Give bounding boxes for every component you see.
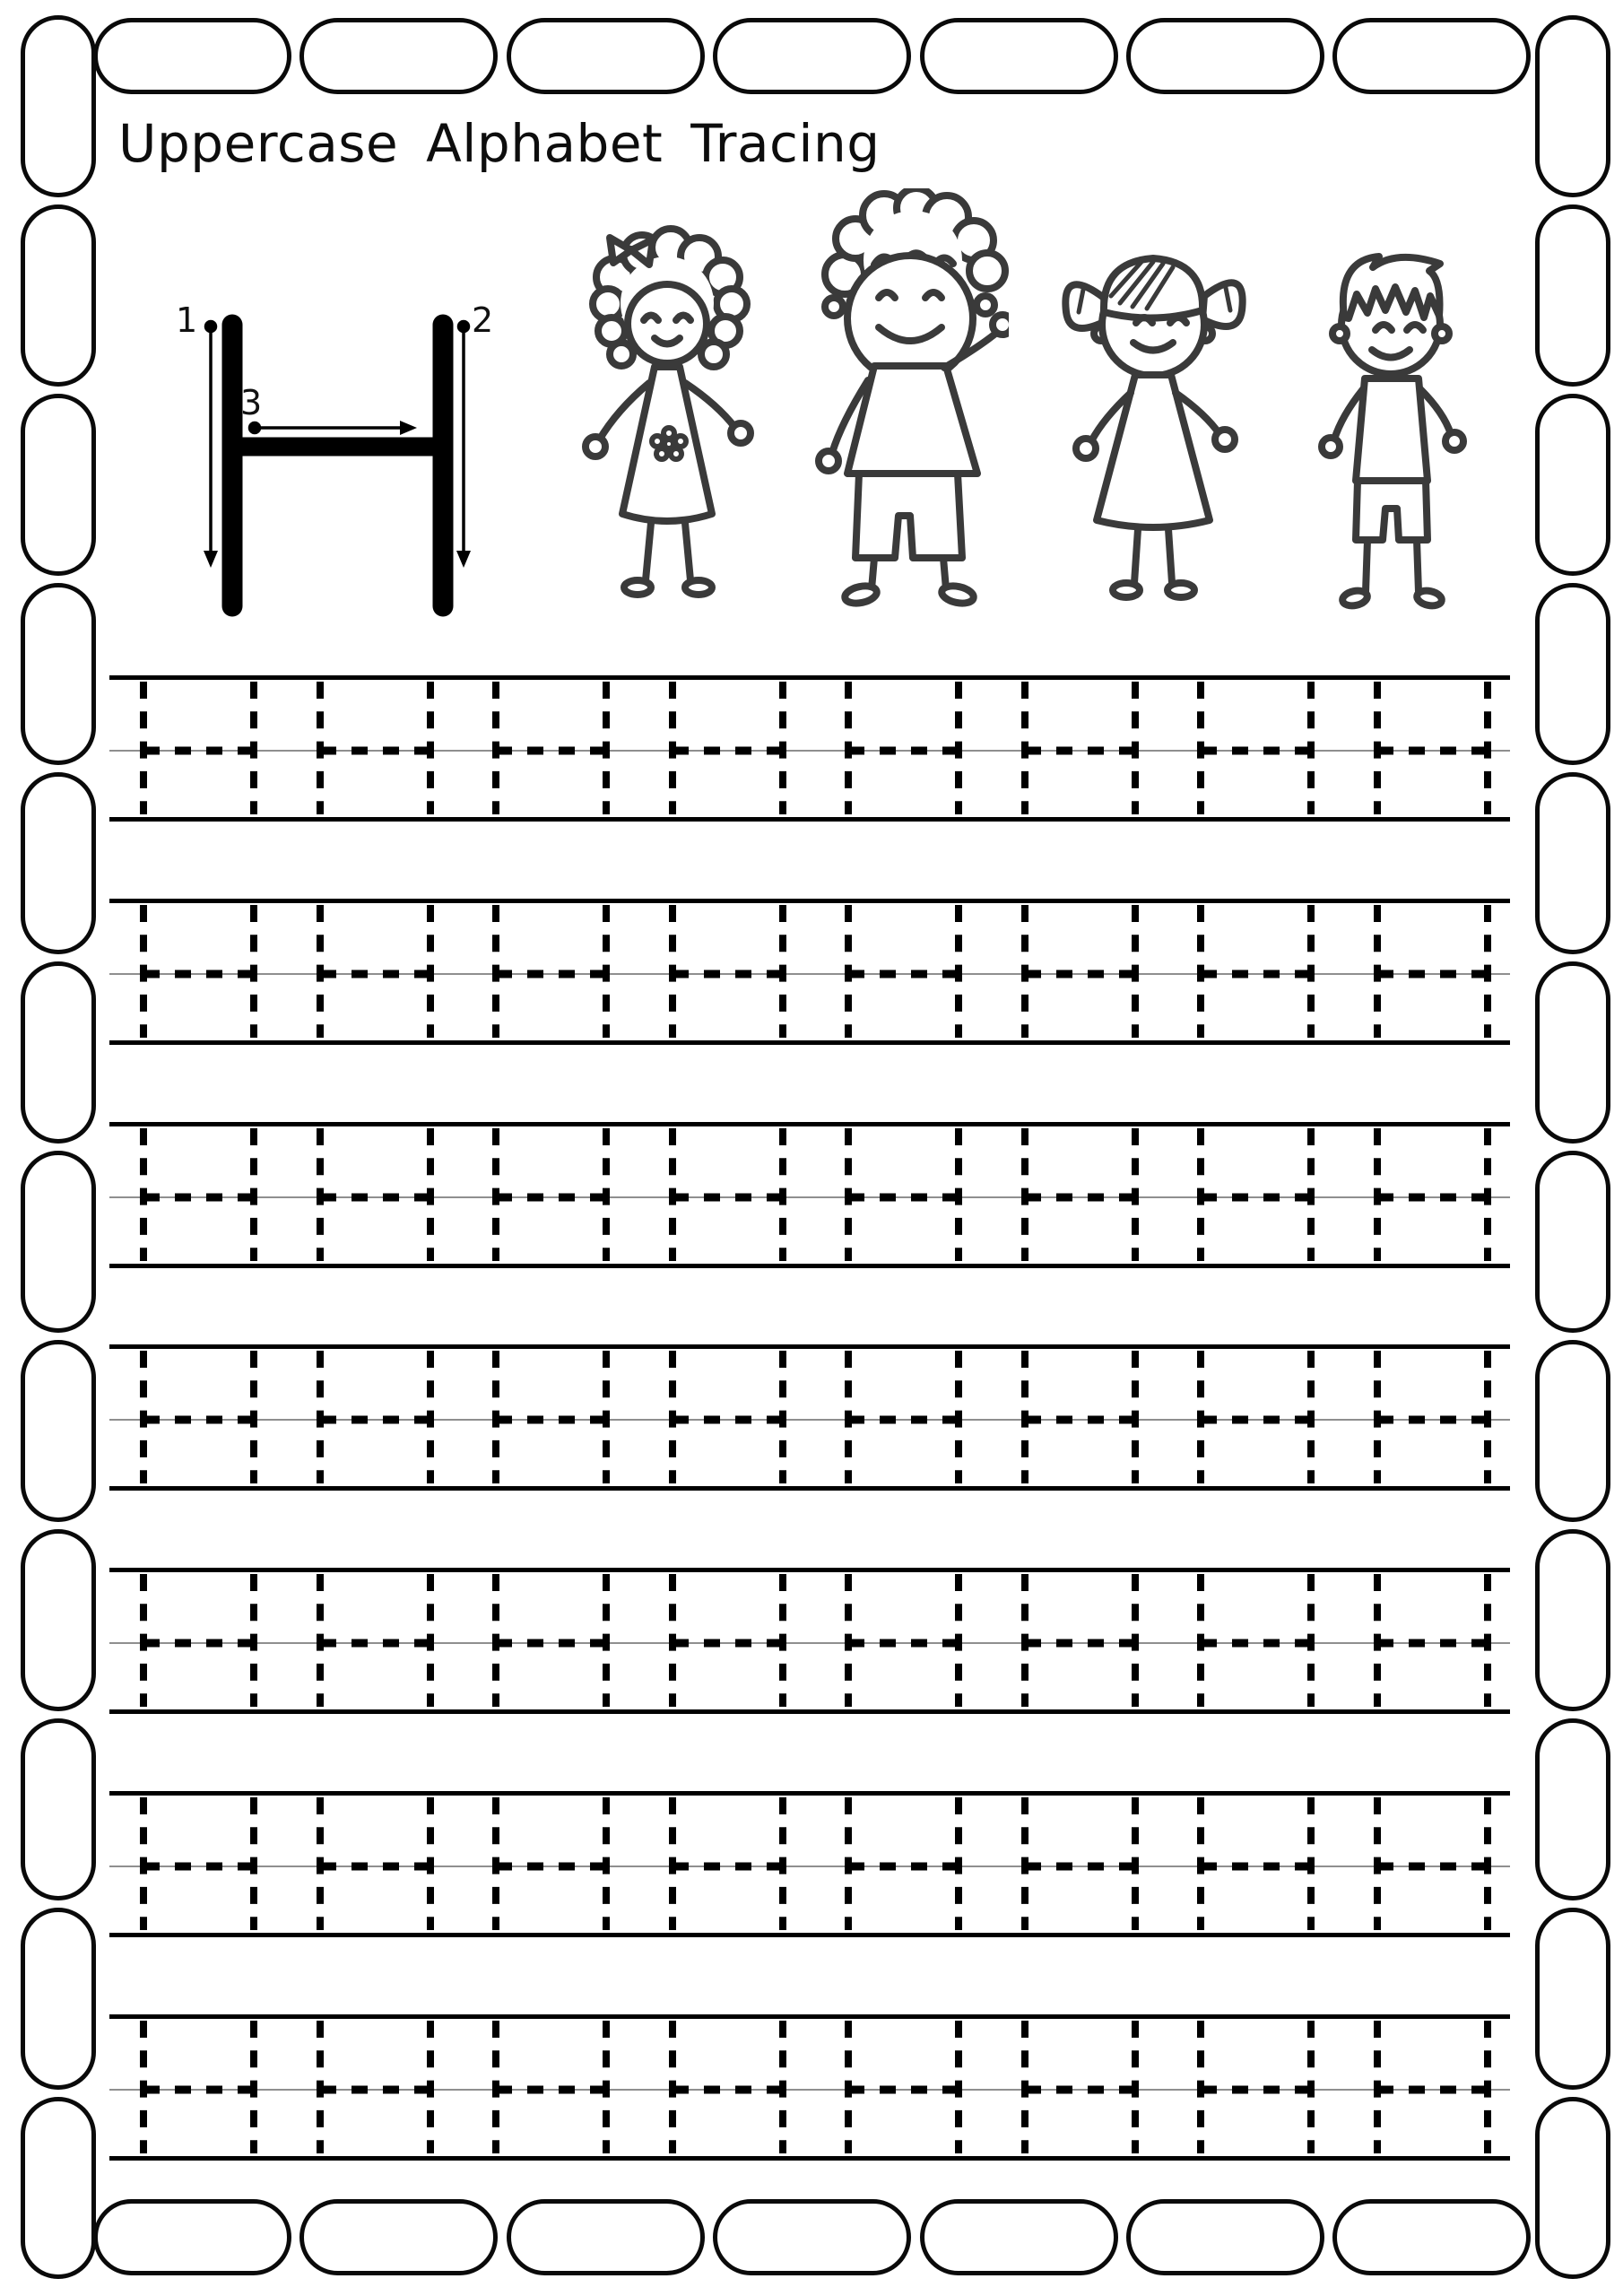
trace-letter-H <box>491 1344 612 1492</box>
trace-letter-H <box>491 2014 612 2161</box>
border-pill <box>1535 1529 1610 1711</box>
trace-letter-H <box>1020 1344 1141 1492</box>
stroke3-arrowhead-icon <box>400 421 417 435</box>
stroke-step-3-label: 3 <box>240 383 263 422</box>
border-pill <box>920 18 1118 94</box>
tracing-row <box>109 1122 1510 1269</box>
tracing-row <box>109 1568 1510 1715</box>
trace-letter-H <box>844 2014 964 2161</box>
trace-letter-H <box>491 675 612 822</box>
boy-curly-hair-waving-icon <box>789 188 1009 610</box>
trace-letter-H <box>844 1568 964 1715</box>
border-pill <box>1535 1718 1610 1900</box>
trace-letter-H <box>316 1791 436 1938</box>
border-pill <box>1535 2097 1610 2279</box>
stroke-step-2-label: 2 <box>472 300 494 340</box>
border-pill <box>21 1908 96 2090</box>
border-pill <box>21 1151 96 1333</box>
border-pill <box>21 204 96 387</box>
trace-letter-H <box>1373 675 1493 822</box>
trace-letter-H <box>316 899 436 1046</box>
tracing-row <box>109 2014 1510 2161</box>
trace-letter-H <box>844 899 964 1046</box>
trace-letter-H <box>139 2014 259 2161</box>
guide-letter-H <box>179 296 502 637</box>
trace-letter-H <box>316 1344 436 1492</box>
trace-letter-H <box>139 675 259 822</box>
tracing-row <box>109 1344 1510 1492</box>
border-pill <box>21 961 96 1144</box>
trace-letter-H <box>1196 1122 1316 1269</box>
border-pill <box>1535 15 1610 197</box>
trace-letter-H <box>1373 1122 1493 1269</box>
trace-letter-H <box>844 1122 964 1269</box>
trace-letter-H <box>1196 1344 1316 1492</box>
trace-letter-H <box>668 1791 788 1938</box>
letter-guide <box>176 296 502 637</box>
stroke-step-1-label: 1 <box>176 300 198 340</box>
border-pill <box>21 772 96 954</box>
trace-letter-H <box>1373 1568 1493 1715</box>
trace-letter-H <box>1020 1122 1141 1269</box>
border-pill <box>507 18 705 94</box>
trace-letter-H <box>491 1791 612 1938</box>
stroke1-arrowhead-icon <box>204 551 218 568</box>
trace-letter-H <box>1020 1791 1141 1938</box>
trace-letter-H <box>668 899 788 1046</box>
trace-letter-H <box>1020 675 1141 822</box>
stroke3-start-dot <box>250 423 260 433</box>
trace-letter-H <box>491 1122 612 1269</box>
trace-letter-H <box>316 1122 436 1269</box>
page-title: Uppercase Alphabet Tracing <box>118 113 881 174</box>
border-pill <box>21 1340 96 1522</box>
stroke1-start-dot <box>206 322 216 332</box>
trace-letter-H <box>1020 899 1141 1046</box>
boy-spiky-hair-icon <box>1289 226 1494 614</box>
trace-letter-H <box>1020 1568 1141 1715</box>
border-pill <box>507 2199 705 2275</box>
border-pill <box>1535 1340 1610 1522</box>
border-pill <box>1332 2199 1531 2275</box>
trace-letter-H <box>668 1568 788 1715</box>
border-pill <box>1535 961 1610 1144</box>
trace-letter-H <box>491 1568 612 1715</box>
border-pill <box>1535 772 1610 954</box>
border-pill <box>93 2199 291 2275</box>
trace-letter-H <box>668 1344 788 1492</box>
tracing-row <box>109 899 1510 1046</box>
border-pill <box>1535 1908 1610 2090</box>
trace-letter-H <box>668 1122 788 1269</box>
border-pill <box>1535 583 1610 765</box>
border-pill <box>21 2097 96 2279</box>
border-pill <box>21 1529 96 1711</box>
border-pill <box>713 18 911 94</box>
trace-letter-H <box>1373 2014 1493 2161</box>
border-pill <box>1535 394 1610 576</box>
border-pill <box>1126 2199 1324 2275</box>
stroke2-start-dot <box>459 322 469 332</box>
trace-letter-H <box>1196 1568 1316 1715</box>
trace-letter-H <box>1196 2014 1316 2161</box>
trace-letter-H <box>844 675 964 822</box>
border-pill <box>1535 1151 1610 1333</box>
trace-letter-H <box>139 899 259 1046</box>
border-pill <box>93 18 291 94</box>
trace-letter-H <box>844 1344 964 1492</box>
trace-letter-H <box>1373 899 1493 1046</box>
border-pill <box>21 583 96 765</box>
trace-letter-H <box>1196 1791 1316 1938</box>
trace-letter-H <box>1373 1344 1493 1492</box>
trace-letter-H <box>1196 675 1316 822</box>
trace-letter-H <box>316 1568 436 1715</box>
border-pill <box>920 2199 1118 2275</box>
tracing-row <box>109 675 1510 822</box>
border-pill <box>21 1718 96 1900</box>
trace-letter-H <box>668 675 788 822</box>
trace-letter-H <box>1373 1791 1493 1938</box>
trace-letter-H <box>491 899 612 1046</box>
tracing-row <box>109 1791 1510 1938</box>
trace-letter-H <box>668 2014 788 2161</box>
trace-letter-H <box>139 1791 259 1938</box>
border-pill <box>21 15 96 197</box>
border-pill <box>1126 18 1324 94</box>
girl-pigtails-icon <box>1027 224 1282 614</box>
trace-letter-H <box>316 2014 436 2161</box>
border-pill <box>1535 204 1610 387</box>
border-pill <box>713 2199 911 2275</box>
trace-letter-H <box>139 1344 259 1492</box>
trace-letter-H <box>139 1122 259 1269</box>
border-pill <box>299 18 498 94</box>
stroke2-arrowhead-icon <box>456 551 471 568</box>
trace-letter-H <box>844 1791 964 1938</box>
trace-letter-H <box>1196 899 1316 1046</box>
trace-letter-H <box>139 1568 259 1715</box>
trace-letter-H <box>1020 2014 1141 2161</box>
girl-curly-hair-bow-icon <box>554 220 778 614</box>
border-pill <box>21 394 96 576</box>
border-pill <box>1332 18 1531 94</box>
trace-letter-H <box>316 675 436 822</box>
border-pill <box>299 2199 498 2275</box>
